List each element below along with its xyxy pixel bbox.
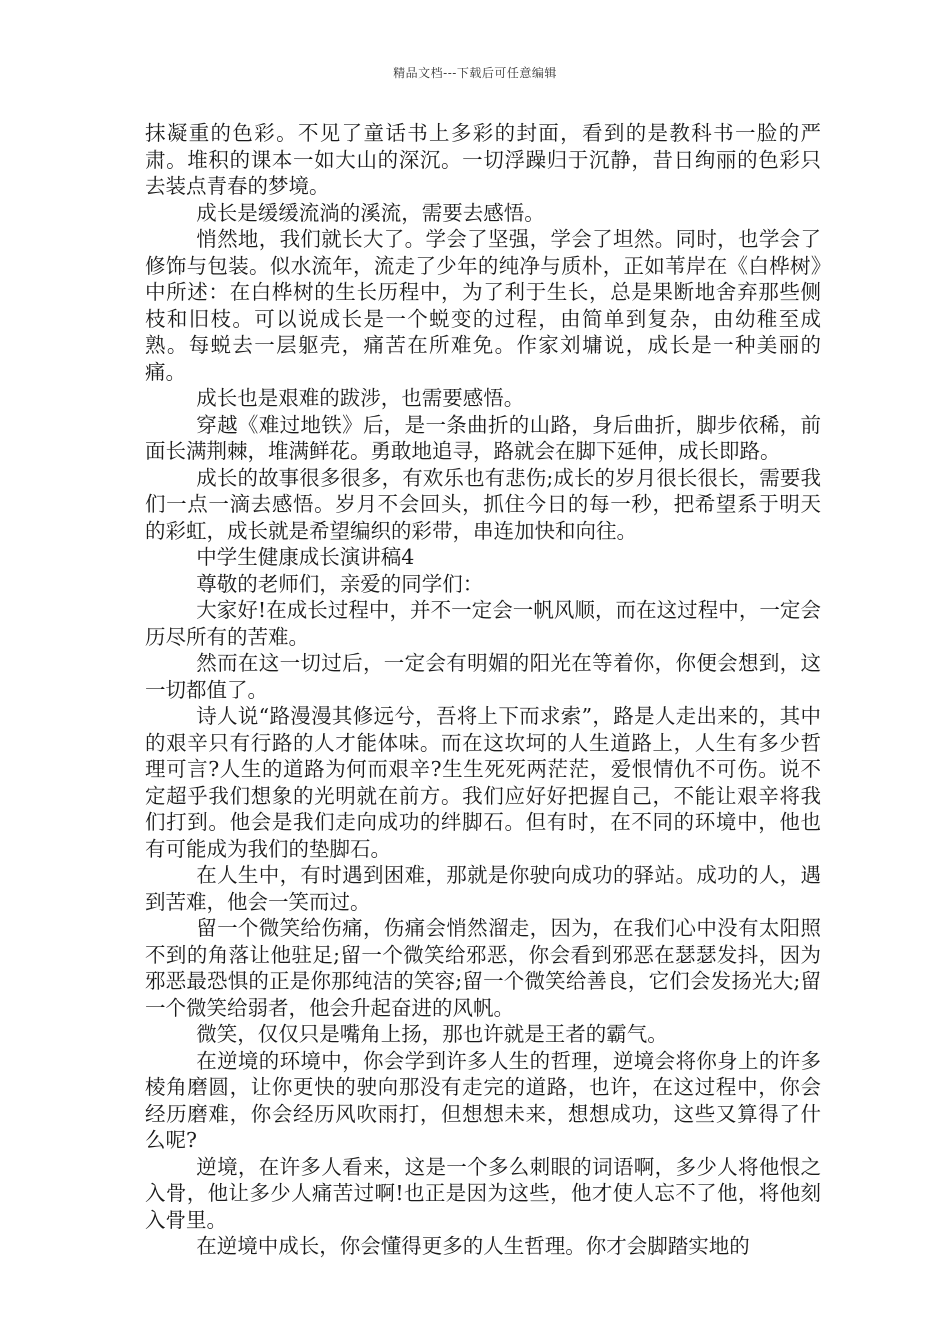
paragraph: 然而在这一切过后，一定会有明媚的阳光在等着你，你便会想到，这一切都值了。 bbox=[145, 651, 821, 702]
salutation: 尊敬的老师们，亲爱的同学们： bbox=[196, 571, 484, 596]
paragraph: 成长的故事很多很多，有欢乐也有悲伤;成长的岁月很长很长，需要我们一点一滴去感悟。岁月不会回头，抓住今日的每一秒，把希望系于明天的彩虹，成长就是希望编织的彩带，串连加快和向往。 bbox=[145, 465, 821, 543]
page-header: 精品文档---下载后可任意编辑 bbox=[393, 66, 557, 80]
paragraph: 成长是缓缓流淌的溪流，需要去感悟。 bbox=[196, 200, 545, 225]
paragraph: 悄然地，我们就长大了。学会了坚强，学会了坦然。同时，也学会了修饰与包装。似水流年，流走了少年的纯净与质朴，正如苇岸在《白桦树》中所述：在白桦树的生长历程中，为了利于生长，总是果断地舍弃那些侧枝和旧枝。可以说成长是一个蜕变的过程，由简单到复杂，由幼稚至成熟。每蜕去一层躯壳，痛苦在所难免。作家刘墉说，成长是一种美丽的痛。 bbox=[145, 227, 821, 384]
paragraph: 大家好!在成长过程中，并不一定会一帆风顺，而在这过程中，一定会历尽所有的苦难。 bbox=[145, 598, 821, 649]
paragraph: 逆境，在许多人看来，这是一个多么刺眼的词语啊，多少人将他恨之入骨，他让多少人痛苦过啊!也正是因为这些，他才使人忘不了他，将他刻入骨里。 bbox=[145, 1154, 821, 1232]
paragraph: 微笑，仅仅只是嘴角上扬，那也许就是王者的霸气。 bbox=[196, 1022, 668, 1046]
paragraph: 在人生中，有时遇到困难，那就是你驶向成功的驿站。成功的人，遇到苦难，他会一笑而过。 bbox=[145, 863, 821, 914]
paragraph: 留一个微笑给伤痛，伤痛会悄然溜走，因为，在我们心中没有太阳照不到的角落让他驻足;留一个微笑给邪恶，你会看到邪恶在瑟瑟发抖，因为邪恶最恐惧的正是你那纯洁的笑容;留一个微笑给善良，它们会发扬光大;留一个微笑给弱者，他会升起奋进的风帆。 bbox=[145, 916, 821, 1020]
paragraph-continued: 抹凝重的色彩。不见了童话书上多彩的封面，看到的是教科书一脸的严肃。堆积的课本一如大山的深沉。一切浮躁归于沉静，昔日绚丽的色彩只去装点青春的梦境。 bbox=[145, 121, 821, 198]
paragraph: 穿越《难过地铁》后，是一条曲折的山路，身后曲折，脚步依稀，前面长满荆棘，堆满鲜花。勇敢地追寻，路就会在脚下延伸，成长即路。 bbox=[145, 412, 821, 463]
document-body bbox=[145, 120, 821, 1260]
paragraph: 在逆境的环境中，你会学到许多人生的哲理，逆境会将你身上的许多棱角磨圆，让你更快的驶向那没有走完的道路，也许，在这过程中，你会经历磨难，你会经历风吹雨打，但想想未来，想想成功，这些又算得了什么呢? bbox=[145, 1048, 821, 1152]
paragraph: 在逆境中成长，你会懂得更多的人生哲理。你才会脚踏实地的 bbox=[196, 1234, 750, 1258]
section-title: 中学生健康成长演讲稿4 bbox=[196, 545, 415, 569]
paragraph: 成长也是艰难的跋涉，也需要感悟。 bbox=[196, 386, 525, 410]
paragraph: 诗人说“路漫漫其修远兮，吾将上下而求索”，路是人走出来的，其中的艰辛只有行路的人才能体味。而在这坎坷的人生道路上，人生有多少哲理可言?人生的道路为何而艰辛?生生死死两茫茫，爱恨情仇不可伤。说不定超乎我们想象的光明就在前方。我们应好好把握自己，不能让艰辛将我们打到。他会是我们走向成功的绊脚石。但有时，在不同的环境中，他也有可能成为我们的垫脚石。 bbox=[145, 704, 821, 861]
